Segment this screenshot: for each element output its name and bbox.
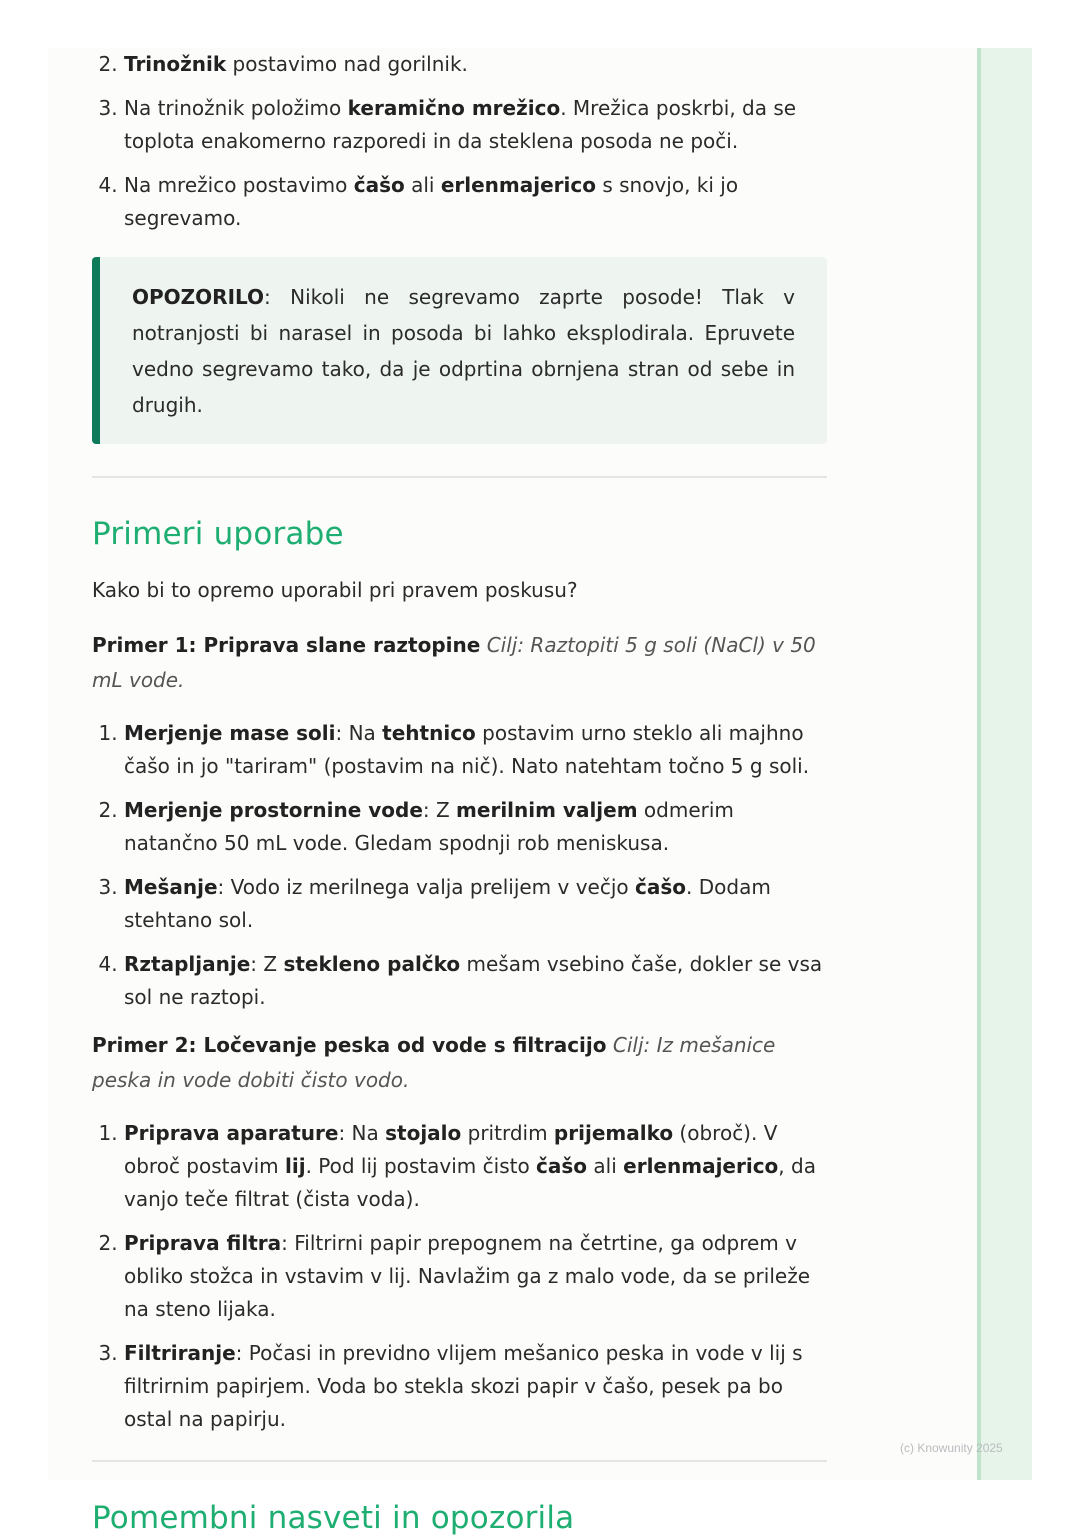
warning-callout [92, 257, 827, 444]
section-divider [92, 476, 827, 478]
example-1-steps [92, 717, 832, 1014]
list-item: 4. Na mrežico postavimo čašo ali erlenmajerico s snovjo, ki jo segrevamo. [124, 169, 832, 235]
list-item: 4. Rztapljanje: Z stekleno palčko mešam vsebino čaše, dokler se vsa sol ne raztopi. [124, 948, 832, 1014]
list-item: 2. Merjenje prostornine vode: Z merilnim valjem odmerim natančno 50 mL vode. Gledam spodnji rob meniskusa. [124, 794, 832, 860]
section-intro: Kako bi to opremo uporabil pri pravem poskusu? [92, 578, 578, 602]
section-divider [92, 1460, 827, 1462]
section-title-primeri: Primeri uporabe [92, 516, 344, 552]
warning-text: : Nikoli ne segrevamo zaprte posode! Tlak v notranjosti bi narasel in posoda bi lahko eksplodirala. Epruvete vedno segrevamo tako, da je odprtina obrnjena stran od sebe in drugih. [132, 285, 795, 417]
list-item: 1. Priprava aparature: Na stojalo pritrdim prijemalko (obroč). V obroč postavim lij. Pod lij postavim čisto čašo ali erlenmajerico, da vanjo teče filtrat (čista voda). [124, 1117, 832, 1216]
section-title-nasveti: Pomembni nasveti in opozorila [92, 1500, 575, 1536]
example-2-steps [92, 1117, 832, 1436]
list-item: 1. Merjenje mase soli: Na tehtnico postavim urno steklo ali majhno čašo in jo "tariram" (postavim na nič). Nato natehtam točno 5 g soli. [124, 717, 832, 783]
example-2-heading: Primer 2: Ločevanje peska od vode s filtracijo Cilj: Iz mešanice peska in vode dobiti čisto vodo. [92, 1033, 776, 1092]
list-item: 2. Priprava filtra: Filtrirni papir prepognem na četrtine, ga odprem v obliko stožca in vstavim v lij. Navlažim ga z malo vode, da se prileže na steno lijaka. [124, 1227, 832, 1326]
copyright-footer: (c) Knowunity 2025 [900, 1441, 1003, 1455]
document-content [92, 48, 832, 1538]
list-item: 2. Trinožnik postavimo nad gorilnik. [124, 48, 832, 81]
warning-label: OPOZORILO [132, 285, 265, 309]
example-1-heading: Primer 1: Priprava slane raztopine Cilj: Raztopiti 5 g soli (NaCl) v 50 mL vode. [92, 633, 816, 692]
heating-steps-list [92, 48, 832, 235]
list-item: 3. Filtriranje: Počasi in previdno vlijem mešanico peska in vode v lij s filtrirnim papirjem. Voda bo stekla skozi papir v čašo, pesek pa bo ostal na papirju. [124, 1337, 832, 1436]
list-item: 3. Mešanje: Vodo iz merilnega valja prelijem v večjo čašo. Dodam stehtano sol. [124, 871, 832, 937]
right-sidebar [977, 48, 1032, 1480]
list-item: 3. Na trinožnik položimo keramično mrežico. Mrežica poskrbi, da se toplota enakomerno razporedi in da steklena posoda ne poči. [124, 92, 832, 158]
